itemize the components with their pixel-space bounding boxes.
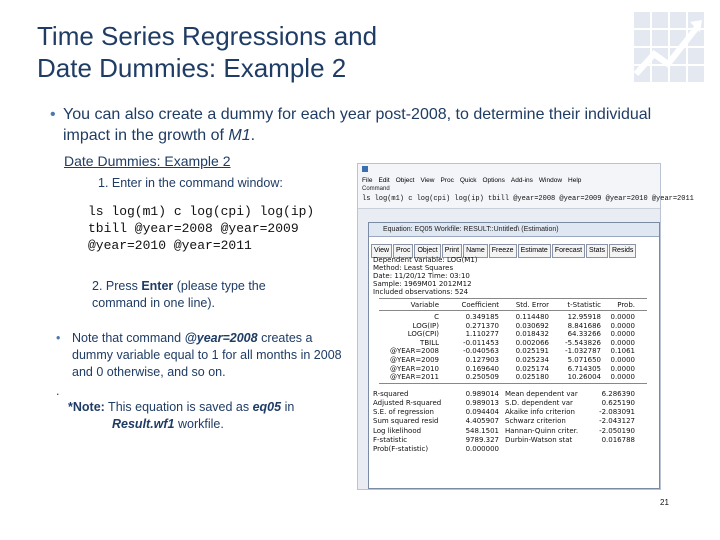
prob-value: 0.0000 <box>610 330 635 339</box>
stat-value: -2.083091 <box>599 408 635 417</box>
coefficient-variable: LOG(IP) <box>412 321 439 330</box>
object-button[interactable]: Object <box>414 244 440 258</box>
output-divider <box>379 310 647 311</box>
t-statistic-value: -1.032787 <box>565 347 601 356</box>
prob-value: 0.0000 <box>610 373 635 382</box>
menu-item-object[interactable]: Object <box>395 177 415 184</box>
output-header-line: Dependent Variable: LOG(M1) <box>373 256 478 264</box>
step-2-enter: Enter <box>141 279 174 293</box>
main-bullet-end: . <box>250 127 256 144</box>
note-post: creates a dummy variable equal to 1 for all months in 2008 and 0 otherwise, and so on. <box>72 331 342 379</box>
forecast-button[interactable]: Forecast <box>552 244 585 258</box>
stat-label: F-statistic <box>373 435 408 444</box>
step-2-pre: 2. Press <box>92 279 142 293</box>
std-error-value: 0.025191 <box>515 347 549 356</box>
equation-window-title: Equation: EQ05 Workfile: RESULT::Untitled\ (Estimation) <box>369 223 659 237</box>
eviews-menubar <box>358 164 694 209</box>
stat-label: Akaike info criterion <box>505 408 575 417</box>
resids-button[interactable]: Resids <box>609 244 636 258</box>
menu-item-window[interactable]: Window <box>538 177 563 184</box>
stat-label: S.D. dependent var <box>505 399 573 407</box>
coefficient-value: 0.250509 <box>465 373 499 382</box>
stat-label: Prob(F-statistic) <box>373 445 429 453</box>
coefficient-variable: @YEAR=2010 <box>389 364 439 373</box>
coefficient-value: 0.127903 <box>465 356 499 364</box>
sub-title: Date Dummies: Example 2 <box>64 153 231 169</box>
prob-value: 0.0000 <box>610 356 635 364</box>
star-note-in: in <box>281 400 295 414</box>
std-error-value: 0.002066 <box>515 338 549 347</box>
menu-item-options[interactable]: Options <box>482 177 505 184</box>
column-header: Coefficient <box>461 301 499 309</box>
t-statistic-value: 8.841686 <box>567 321 601 330</box>
title-line-1: Time Series Regressions and <box>37 21 378 51</box>
output-divider <box>379 298 647 299</box>
stat-value: -2.043127 <box>599 417 635 426</box>
output-header-line: Date: 11/20/12 Time: 03:10 <box>373 272 470 280</box>
command-window[interactable]: ls log(m1) c log(cpi) log(ip) tbill @year=2008 @year=2009 @year=2010 @year=2011 <box>362 195 694 203</box>
prob-value: 0.0000 <box>610 338 635 347</box>
coefficient-variable: @YEAR=2008 <box>389 347 439 356</box>
coefficient-variable: TBILL <box>420 338 439 347</box>
std-error-value: 0.030692 <box>515 321 549 330</box>
page-number: 21 <box>660 498 669 507</box>
prob-value: 0.1061 <box>610 347 635 356</box>
stat-label: Durbin-Watson stat <box>505 435 573 444</box>
stat-label: Mean dependent var <box>505 389 578 398</box>
step-1: 1. Enter in the command window: <box>98 176 283 190</box>
stat-value: 9789.327 <box>465 435 499 444</box>
view-button[interactable]: View <box>371 244 392 258</box>
coefficient-value: 0.169640 <box>465 364 499 373</box>
prob-value: 0.0000 <box>610 313 635 321</box>
command-label: Command <box>362 186 390 192</box>
freeze-button[interactable]: Freeze <box>489 244 517 258</box>
star-note-file: Result.wf1 <box>112 417 175 431</box>
std-error-value: 0.025234 <box>515 356 549 364</box>
step-2-post: (please type the command in one line). <box>92 279 266 310</box>
stat-value: -2.050190 <box>599 426 635 435</box>
menu-item-quick[interactable]: Quick <box>459 177 477 184</box>
star-note-label: *Note: <box>68 400 105 414</box>
std-error-value: 0.114480 <box>515 313 549 321</box>
title-line-2: Date Dummies: Example 2 <box>37 53 347 83</box>
code-line-1: ls log(m1) c log(cpi) log(ip) <box>88 204 315 219</box>
std-error-value: 0.018432 <box>515 330 549 339</box>
column-header: Std. Error <box>515 301 549 309</box>
stat-value: 0.625190 <box>601 399 635 407</box>
t-statistic-value: -5.543826 <box>565 338 601 347</box>
coefficient-variable: C <box>434 313 439 321</box>
eviews-app-icon <box>362 166 368 172</box>
note-command: @year=2008 <box>184 331 258 345</box>
output-header-line: Sample: 1969M01 2012M12 <box>373 280 472 288</box>
main-bullet-text: You can also create a dummy for each year post-2008, to determine their individual impact in the growth of <box>63 106 652 144</box>
code-line-3: @year=2010 @year=2011 <box>88 238 252 253</box>
stat-label: S.E. of regression <box>373 408 434 417</box>
estimate-button[interactable]: Estimate <box>518 244 551 258</box>
menu-item-proc[interactable]: Proc <box>440 177 454 184</box>
prob-value: 0.0000 <box>610 321 635 330</box>
chart-logo-icon <box>632 10 706 84</box>
stat-label: Hannan-Quinn criter. <box>505 426 579 435</box>
t-statistic-value: 6.714305 <box>567 364 601 373</box>
std-error-value: 0.025180 <box>515 373 549 382</box>
stat-value: 4.405907 <box>465 417 499 426</box>
t-statistic-value: 12.95918 <box>567 313 601 321</box>
bullet-dot: • <box>50 106 56 123</box>
column-header: Prob. <box>617 301 635 309</box>
prob-value: 0.0000 <box>610 364 635 373</box>
std-error-value: 0.025174 <box>515 364 549 373</box>
code-line-2: tbill @year=2008 @year=2009 <box>88 221 299 236</box>
note-text <box>72 330 350 381</box>
star-note-end: workfile. <box>174 417 224 431</box>
menu-item-file[interactable]: File <box>362 177 373 184</box>
coefficient-variable: LOG(CPI) <box>407 330 439 339</box>
stat-value: 548.1501 <box>465 426 499 435</box>
m1-variable: M1 <box>228 127 251 144</box>
stat-value: 0.000000 <box>465 445 499 453</box>
coefficient-value: 1.110277 <box>465 330 499 339</box>
menu-item-view[interactable]: View <box>420 177 435 184</box>
eviews-screenshot <box>357 163 694 490</box>
slide-title <box>37 20 377 84</box>
coefficient-value: 0.271370 <box>465 321 499 330</box>
proc-button[interactable]: Proc <box>393 244 413 258</box>
stat-label: Sum squared resid <box>373 417 439 426</box>
coefficient-value: -0.040563 <box>463 347 499 356</box>
column-header: Variable <box>410 301 439 309</box>
note-pre: Note that command <box>72 331 185 345</box>
star-note-eq: eq05 <box>252 400 282 414</box>
output-header-line: Method: Least Squares <box>373 264 454 272</box>
t-statistic-value: 64.33266 <box>567 330 601 339</box>
stat-value: 0.094404 <box>465 408 499 417</box>
eviews-app-title <box>362 166 368 173</box>
main-bullet <box>50 104 670 146</box>
coefficient-value: -0.011453 <box>463 338 499 347</box>
star-note <box>68 399 338 433</box>
equation-output <box>369 253 659 486</box>
menu-item-add-ins[interactable]: Add-ins <box>510 177 533 184</box>
stat-value: 6.286390 <box>601 389 635 398</box>
stats-button[interactable]: Stats <box>586 244 608 258</box>
stat-label: Adjusted R-squared <box>373 399 442 407</box>
stat-label: R-squared <box>373 389 409 398</box>
step-2 <box>92 278 307 312</box>
stat-value: 0.016788 <box>601 435 635 444</box>
output-divider <box>379 383 647 384</box>
note-bullet-dot: • <box>56 331 61 345</box>
code-block <box>88 203 314 254</box>
t-statistic-value: 5.071650 <box>567 356 601 364</box>
empty-bullet-dot: . <box>56 384 60 398</box>
coefficient-value: 0.349185 <box>465 313 499 321</box>
menu-item-help[interactable]: Help <box>568 177 582 184</box>
stat-value: 0.989013 <box>465 399 499 407</box>
t-statistic-value: 10.26004 <box>567 373 601 382</box>
stat-value: 0.989014 <box>465 389 499 398</box>
menu-item-edit[interactable]: Edit <box>378 177 390 184</box>
name-button[interactable]: Name <box>463 244 488 258</box>
coefficient-variable: @YEAR=2011 <box>389 373 439 382</box>
equation-window <box>368 222 660 489</box>
coefficient-variable: @YEAR=2009 <box>389 356 439 364</box>
stat-label: Log likelihood <box>373 426 422 435</box>
print-button[interactable]: Print <box>442 244 462 258</box>
stat-label: Schwarz criterion <box>505 417 566 426</box>
star-note-mid: This equation is saved as <box>104 400 253 414</box>
output-header-line: Included observations: 524 <box>373 288 469 296</box>
column-header: t-Statistic <box>567 301 601 309</box>
eviews-menu <box>362 177 587 184</box>
